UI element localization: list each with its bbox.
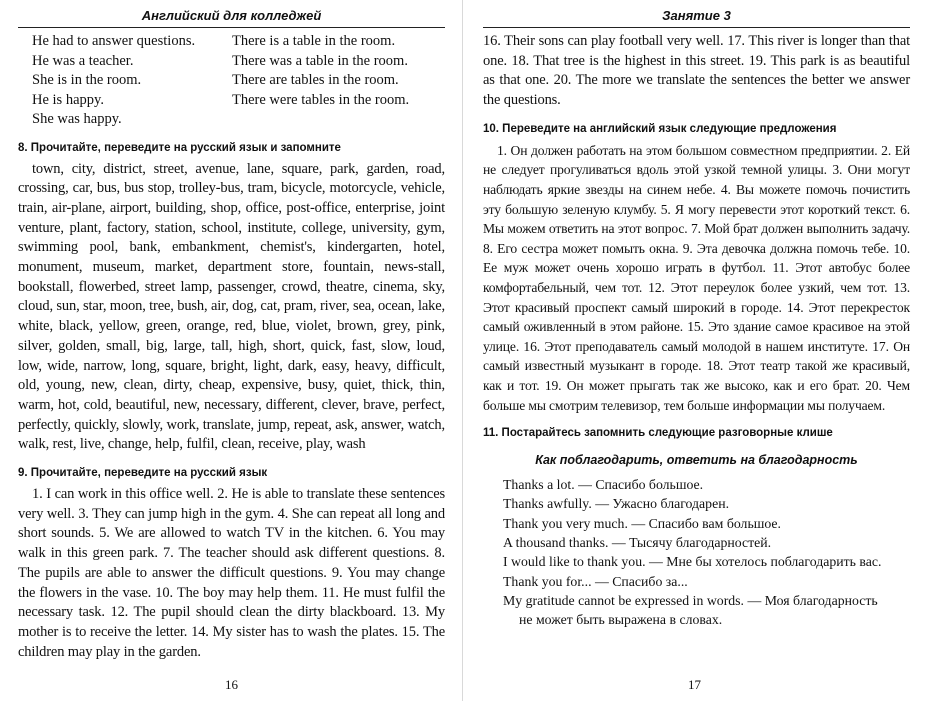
header-rule <box>18 27 445 28</box>
example-line: There are tables in the room. <box>232 72 399 88</box>
example-line: She is in the room. <box>32 72 142 88</box>
phrase-list <box>483 475 910 629</box>
exercise-8-wordlist: town, city, district, street, avenue, lane, square, park, garden, road, crossing, car, bus, bus stop, trolley-bus, tram, bicycle, motorcycle, vehicle, train, air-plane, airport, building, shop, office, post-office, enterprise, joint venture, plant, factory, station, school, institute, college, university, gym, swimming pool, bank, embankment, chemist's, kindergarten, hotel, monument, museum, market, department store, fountain, news-stall, bookstall, flowerbed, street lamp, passenger, crowd, theatre, cinema, sky, cloud, sun, star, moon, tree, bush, air, dog, cat, pram, river, sea, ocean, lake, white, black, yellow, green, orange, red, blue, violet, brown, grey, pink, silver, golden, small, big, large, tall, high, short, quick, fast, slow, loud, low, wide, narrow, long, square, bright, light, dark, easy, heavy, difficult, old, young, new, clean, dirty, cheap, expensive, busy, quiet, thick, thin, warm, hot, cold, beautiful, new, necessary, different, clever, brave, perfect, perfectly, quickly, slowly, work, translate, jump, repeat, ask, answer, watch, walk, rest, live, change, help, fulfil, clean, receive, play, wash <box>18 160 446 453</box>
phrase-line: Thanks a lot. — Спасибо большое. <box>503 477 704 493</box>
example-line: There is a table in the room. <box>232 33 396 49</box>
phrase-line: A thousand thanks. — Тысячу благодарностей. <box>503 535 772 551</box>
exercise-9-heading: 9. Прочитайте, переведите на русский язык <box>18 467 268 480</box>
exercise-9-text: 1. I can work in this office well. 2. He is able to translate these sentences very well. 3. They can jump high in the gym. 4. She can repeat all long and short sounds. 5. We are allowed to watch TV in the kitchen. 6. You may walk in this green park. 7. The teacher should ask different questions. 8. The pupils are able to answer the difficult questions. 9. You may change the flowers in the vase. 10. The boy may help them. 11. He must fulfil the necessary task. 12. The pupil should clean the dirty blackboard. 13. My mother is to receive the letter. 14. My sister has to wash the plates. 15. The children may play in the garden. <box>18 486 445 660</box>
right-page <box>463 0 926 701</box>
phrase-line: Thank you for... — Спасибо за... <box>503 573 688 589</box>
exercise-10-text: 1. Он должен работать на этом большом совместном предприятии. 2. Ей не следует прогуливаться вдоль этой узкой темной улицы. 3. Они могут наблюдать яркие звезды на синем небе. 4. Вы можете помочь почистить эту большую зеленую клумбу. 5. Я могу перевести этот короткий текст. 6. Мы можем ответить на этот вопрос. 7. Мой брат должен выполнить задачу. 8. Его сестра может помыть окна. 9. Эта девочка должна помочь тебе. 10. Ее муж может очень хорошо играть в футбол. 11. Этот автобус более комфортабельный, чем тот. 12. Этот переулок более узкий, чем тот. 13. Этот красивый проспект самый широкий в городе. 14. Этот перекресток самый оживленный в этом районе. 15. Это здание самое красивое на этой улице. 16. Этот преподаватель самый молодой в нашем институте. 17. Он самый известный музыкант в городе. 18. Этот театр такой же красивый, как и тот. 19. Он может прыгать так же высоко, как и его брат. 20. Чем больше мы смотрим телевизор, тем больше информации мы получаем. <box>483 142 910 413</box>
phrases-subheading: Как поблагодарить, ответить на благодарность <box>535 453 858 468</box>
exercise-8-heading: 8. Прочитайте, переведите на русский язык и запомните <box>18 141 341 154</box>
running-head-left: Английский для колледжей <box>141 8 322 23</box>
page-number-right: 17 <box>688 677 701 692</box>
phrase-line: I would like to thank you. — Мне бы хотелось поблагодарить вас. <box>503 554 882 570</box>
example-column-2 <box>232 32 445 130</box>
header-rule <box>483 27 910 28</box>
example-line: He is happy. <box>32 91 104 108</box>
example-line: She was happy. <box>32 111 122 127</box>
exercise-10-heading: 10. Переведите на английский язык следующие предложения <box>483 122 837 135</box>
running-head-right: Занятие 3 <box>662 8 731 23</box>
example-line: There were tables in the room. <box>232 91 410 108</box>
example-line: He was a teacher. <box>32 52 134 69</box>
exercise-11-heading: 11. Постарайтесь запомнить следующие разговорные клише <box>483 427 833 440</box>
example-sentences <box>18 32 445 130</box>
exercise-9-continued: 16. Their sons can play football very well. 17. This river is longer than that one. 18. That tree is the highest in this street. 19. This park is as beautiful as that one. 20. The more we translate the sentences the better we answer the questions. <box>483 33 910 109</box>
example-column-1 <box>32 32 232 130</box>
phrase-continuation: не может быть выражена в словах. <box>519 612 723 628</box>
phrase-line: Thank you very much. — Спасибо вам большое. <box>503 515 781 531</box>
page-number-left: 16 <box>225 677 238 692</box>
example-line: He had to answer questions. <box>32 33 196 49</box>
phrase-line: Thanks awfully. — Ужасно благодарен. <box>503 496 730 512</box>
example-line: There was a table in the room. <box>232 52 408 69</box>
phrase-line: My gratitude cannot be expressed in words. — Моя благодарность <box>503 592 878 608</box>
